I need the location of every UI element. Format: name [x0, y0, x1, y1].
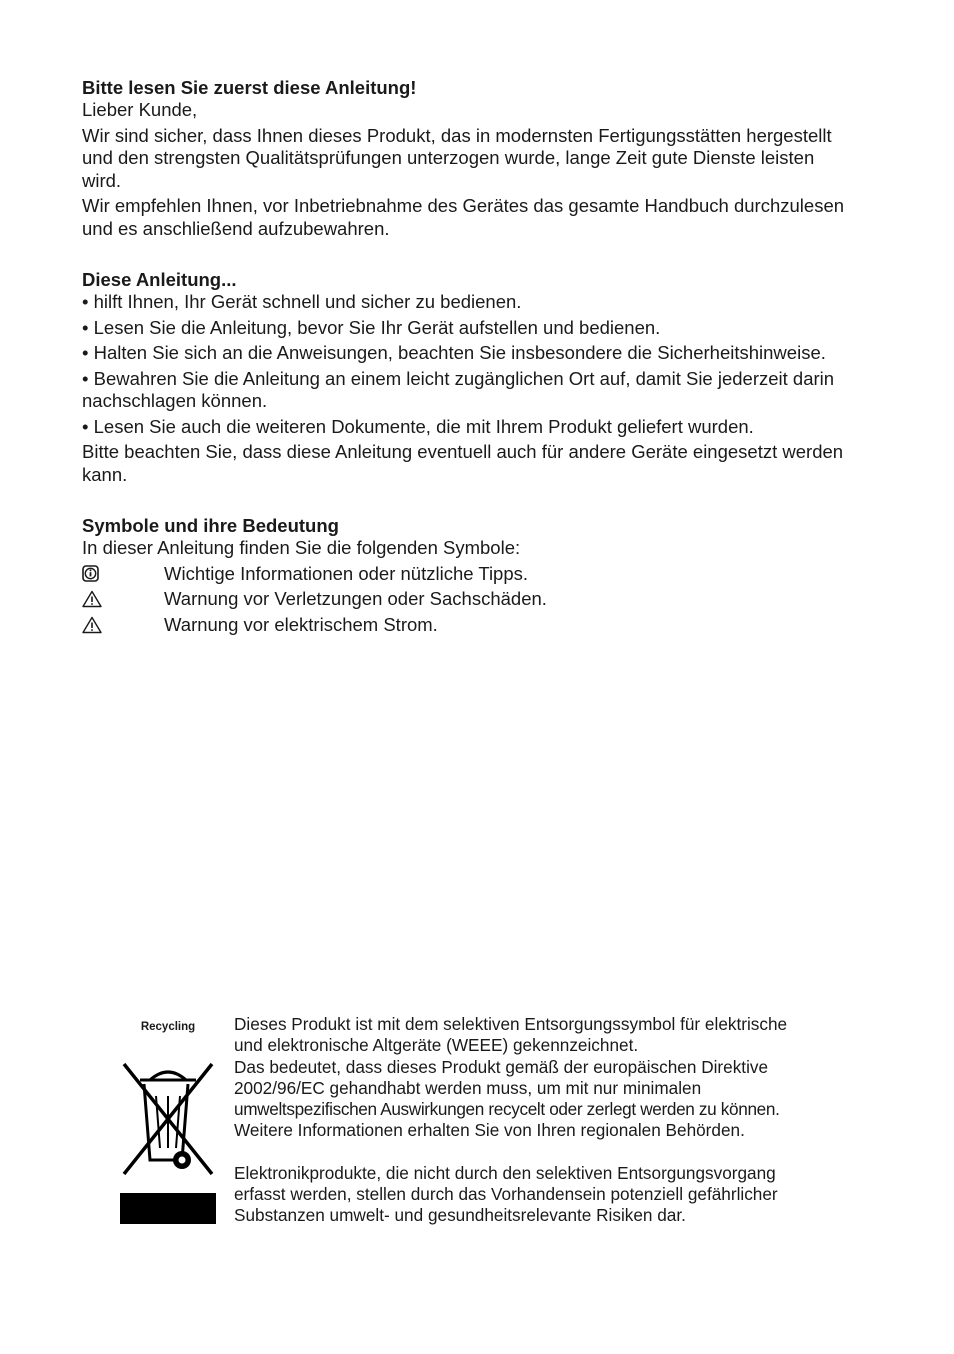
black-bar	[120, 1193, 216, 1224]
document-body	[82, 77, 852, 639]
recycling-line: Elektronikprodukte, die nicht durch den selektiven Entsorgungsvorgang	[234, 1162, 776, 1183]
recycling-line: Substanzen umwelt- und gesundheitsrelevante Risiken dar.	[234, 1205, 686, 1226]
recycling-line: umweltspezifischen Auswirkungen recycelt oder zerlegt werden zu können.	[234, 1099, 780, 1120]
recycling-label: Recycling	[140, 1021, 196, 1033]
intro-paragraph-2: Wir empfehlen Ihnen, vor Inbetriebnahme des Gerätes das gesamte Handbuch durchzulesen und es anschließend aufzubewahren.	[82, 195, 845, 239]
manual-heading: Diese Anleitung...	[82, 269, 237, 290]
symbol-text: Warnung vor Verletzungen oder Sachschäden.	[164, 588, 547, 609]
symbols-heading: Symbole und ihre Bedeutung	[82, 515, 339, 536]
symbol-text: Wichtige Informationen oder nützliche Tipps.	[164, 562, 529, 584]
warning-triangle-icon	[82, 590, 164, 608]
recycling-line: 2002/96/EC gehandhabt werden muss, um mit nur minimalen	[234, 1077, 702, 1098]
manual-bullet: • Bewahren Sie die Anleitung an einem leicht zugänglichen Ort auf, damit Sie jederzeit darin nachschlagen können.	[82, 367, 835, 411]
warning-triangle-icon	[82, 616, 164, 634]
manual-note: Bitte beachten Sie, dass diese Anleitung eventuell auch für andere Geräte eingesetzt werden kann.	[82, 441, 844, 485]
manual-bullet: • Lesen Sie die Anleitung, bevor Sie Ihr Gerät aufstellen und bedienen.	[82, 316, 661, 338]
greeting: Lieber Kunde,	[82, 99, 198, 120]
symbol-row-info	[82, 563, 852, 586]
symbol-text: Warnung vor elektrischem Strom.	[164, 613, 438, 635]
recycling-line: Weitere Informationen erhalten Sie von Ihren regionalen Behörden.	[234, 1120, 745, 1141]
info-icon	[82, 565, 164, 582]
manual-bullet: • hilft Ihnen, Ihr Gerät schnell und sicher zu bedienen.	[82, 291, 522, 312]
manual-bullet: • Halten Sie sich an die Anweisungen, beachten Sie insbesondere die Sicherheitshinweise.	[82, 342, 826, 363]
recycling-line: Das bedeutet, dass dieses Produkt gemäß der europäischen Direktive	[234, 1056, 769, 1077]
crossed-out-bin-icon	[120, 1056, 216, 1182]
symbol-row-electric	[82, 614, 852, 637]
recycling-text	[234, 1014, 844, 1227]
recycling-line: Dieses Produkt ist mit dem selektiven Entsorgungssymbol für elektrische	[234, 1014, 788, 1034]
recycling-line: erfasst werden, stellen durch das Vorhandensein potenziell gefährlicher	[234, 1184, 778, 1205]
recycling-line: und elektronische Altgeräte (WEEE) gekennzeichnet.	[234, 1035, 639, 1056]
recycling-symbol	[120, 1016, 216, 1033]
symbols-intro: In dieser Anleitung finden Sie die folgenden Symbole:	[82, 537, 521, 558]
manual-bullet: • Lesen Sie auch die weiteren Dokumente, die mit Ihrem Produkt geliefert wurden.	[82, 415, 754, 437]
symbol-row-warning	[82, 588, 852, 611]
intro-paragraph-1: Wir sind sicher, dass Ihnen dieses Produkt, das in modernsten Fertigungsstätten hergestellt und den strengsten Qualitätsprüfungen unterzogen wurde, lange Zeit gute Dienste leisten wird.	[82, 124, 832, 191]
intro-heading: Bitte lesen Sie zuerst diese Anleitung!	[82, 77, 417, 98]
